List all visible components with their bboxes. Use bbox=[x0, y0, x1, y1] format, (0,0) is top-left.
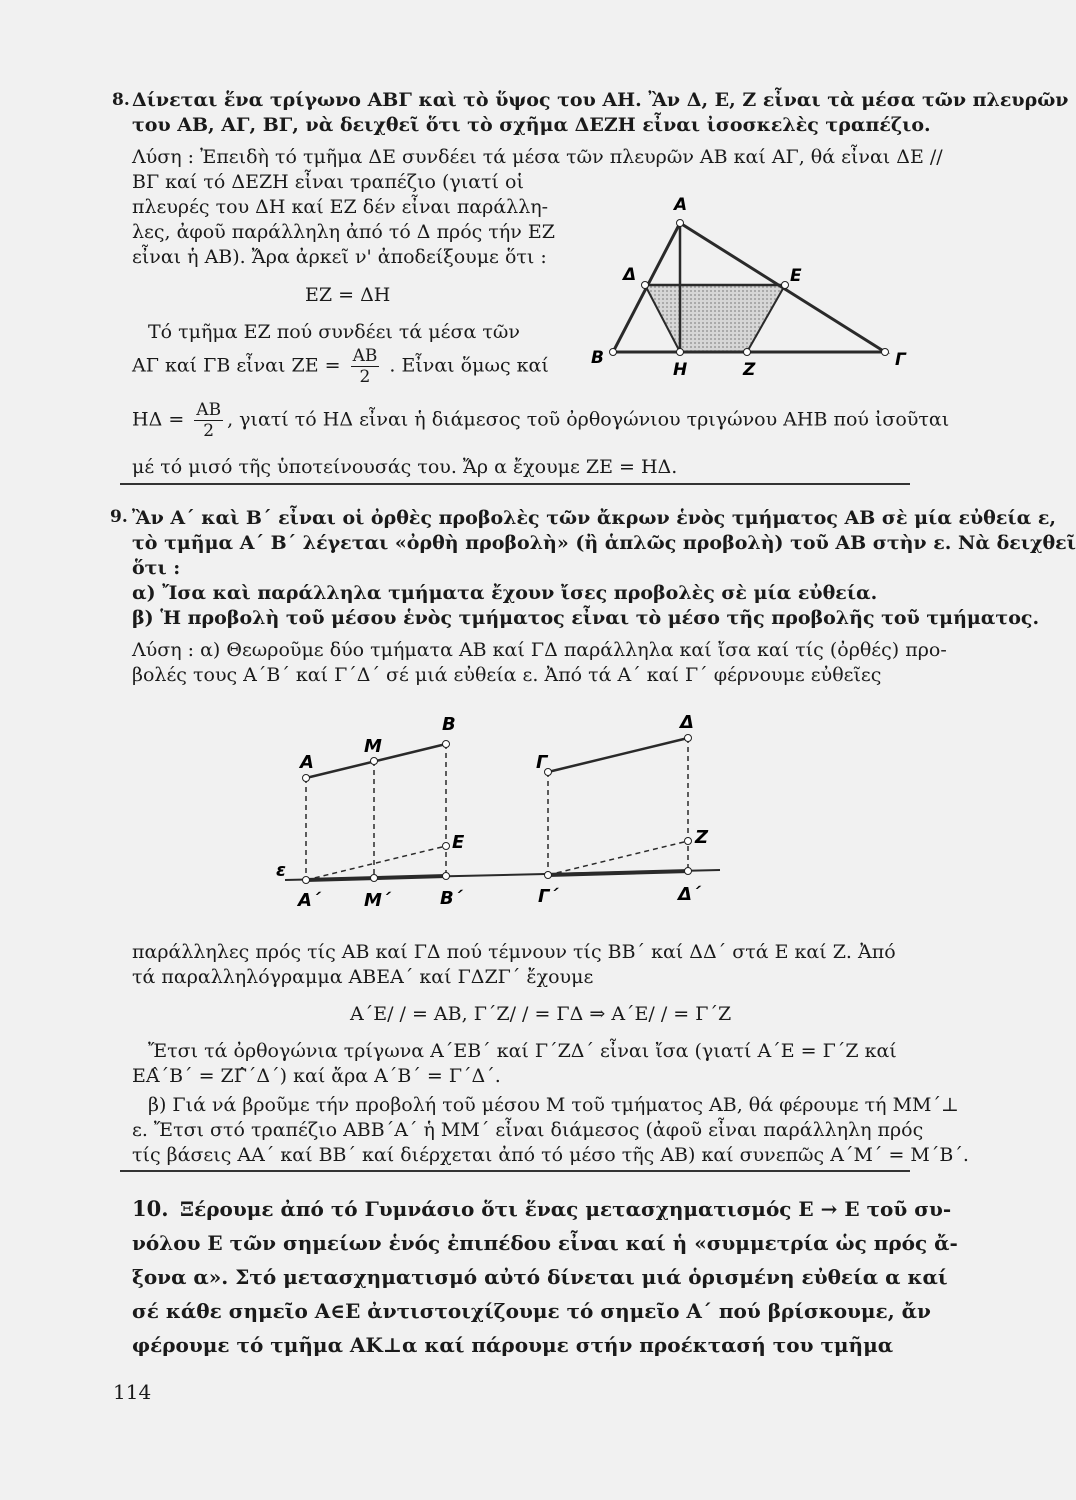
problem-9-statement-line-4: α) Ἴσα καὶ παράλληλα τμήματα ἔχουν ἴσες προβολὲς σὲ μία εὐθεία. bbox=[132, 582, 878, 604]
label-d: Δ bbox=[680, 712, 694, 733]
point-m1 bbox=[371, 875, 378, 882]
point-g bbox=[882, 349, 889, 356]
problem-10-line-1: Ξέρουμε ἀπό τό Γυμνάσιο ὅτι ἕνας μετασχηματισμός Ε → Ε τοῦ συ- bbox=[180, 1197, 952, 1221]
problem-9-solution-line-4: τά παραλληλόγραμμα ΑΒΕΑ΄ καί ΓΔΖΓ΄ ἔχουμε bbox=[132, 966, 594, 988]
point-a bbox=[677, 220, 684, 227]
separator-rule bbox=[120, 1170, 910, 1172]
point-d bbox=[685, 735, 692, 742]
problem-10-line-5: φέρουμε τό τμῆμα ΑΚ⊥α καί πάρουμε στήν προέκτασή του τμῆμα bbox=[132, 1333, 894, 1357]
fraction-ab-over-2 bbox=[351, 346, 380, 387]
problem-8-solution-line-2: ΒΓ καί τό ΔΕΖΗ εἶναι τραπέζιο (γιατί οἱ bbox=[132, 171, 524, 193]
problem-8-statement-line-2: του ΑΒ, ΑΓ, ΒΓ, νὰ δειχθεῖ ὅτι τὸ σχῆμα ΔΕΖΗ εἶναι ἰσοσκελὲς τραπέζιο. bbox=[132, 114, 931, 136]
problem-9-solution-line-7: β) Γιά νά βροῦμε τήν προβολή τοῦ μέσου Μ τοῦ τμήματος ΑΒ, θά φέρουμε τή ΜΜ΄⊥ bbox=[148, 1094, 959, 1116]
problem-9-solution-line-9: τίς βάσεις ΑΑ΄ καί ΒΒ΄ καί διέρχεται ἀπό τό μέσο τῆς ΑΒ) καί συνεπῶς Α΄Μ΄ = Μ΄Β΄. bbox=[132, 1144, 969, 1166]
projection-g1d1 bbox=[548, 871, 690, 875]
point-h bbox=[677, 349, 684, 356]
fraction-denominator: 2 bbox=[359, 367, 371, 387]
label-z: Z bbox=[695, 827, 709, 848]
label-g1: Γ΄ bbox=[538, 886, 558, 907]
fraction-numerator: ΑΒ bbox=[352, 346, 378, 366]
problem-8-solution-line-5: εἶναι ἡ ΑΒ). Ἄρα ἀρκεῖ ν' ἀποδείξουμε ὅτι : bbox=[132, 246, 547, 268]
problem-8-line8-pre: ΗΔ = bbox=[132, 408, 185, 431]
problem-8-solution-line-9: μέ τό μισό τῆς ὑποτείνουσάς του. Ἄρ α ἔχουμε ΖΕ = ΗΔ. bbox=[132, 456, 678, 478]
page-number: 114 bbox=[113, 1380, 152, 1404]
problem-9-solution-line-6: ΕΑ̂΄Β΄ = ΖΓ̂΄Δ΄) καί ἄρα Α΄Β΄ = Γ΄Δ΄. bbox=[132, 1065, 501, 1087]
label-a1: A΄ bbox=[298, 890, 320, 911]
problem-9-number: 9. bbox=[110, 507, 128, 527]
label-a: A bbox=[300, 752, 314, 773]
point-d1 bbox=[685, 868, 692, 875]
problem-10-number: 10. bbox=[132, 1196, 169, 1221]
problem-8-solution-line-4: λες, ἀφοῦ παράλληλη ἀπό τό Δ πρός τήν ΕΖ bbox=[132, 221, 555, 243]
label-g: Γ bbox=[536, 752, 548, 773]
problem-9-solution-line-5: Ἔτσι τά ὀρθογώνια τρίγωνα Α΄ΕΒ΄ καί Γ΄ΖΔ΄ εἶναι ἴσα (γιατί Α΄Ε = Γ΄Ζ καί bbox=[148, 1040, 897, 1062]
problem-8-solution-line-8 bbox=[132, 400, 949, 441]
fraction-denominator: 2 bbox=[203, 421, 215, 441]
point-e bbox=[782, 282, 789, 289]
label-g: Γ bbox=[895, 350, 906, 370]
fraction-ab-over-2-second bbox=[194, 400, 223, 441]
point-d bbox=[642, 282, 649, 289]
problem-9-statement-line-5: β) Ἡ προβολὴ τοῦ μέσου ἑνὸς τμήματος εἶναι τὸ μέσο τῆς προβολῆς τοῦ τμήματος. bbox=[132, 607, 1040, 629]
label-z: Z bbox=[743, 360, 756, 380]
label-a: A bbox=[674, 195, 688, 215]
problem-10-line-3: ξονα α». Στό μετασχηματισμό αὐτό δίνεται μιά ὁρισμένη εὐθεία α καί bbox=[132, 1265, 948, 1289]
label-d1: Δ΄ bbox=[678, 884, 700, 905]
segment-gd bbox=[548, 738, 688, 772]
separator-rule bbox=[120, 483, 910, 485]
problem-8-line7-post: . Εἶναι ὅμως καί bbox=[389, 354, 549, 377]
problem-9-statement-line-1: Ἂν Α΄ καὶ Β΄ εἶναι οἱ ὀρθὲς προβολὲς τῶν ἄκρων ἑνὸς τμήματος ΑΒ σὲ μία εὐθεία ε, bbox=[132, 507, 1056, 529]
problem-8-solution-line-1: Λύση : Ἐπειδὴ τό τμῆμα ΔΕ συνδέει τά μέσα τῶν πλευρῶν ΑΒ καί ΑΓ, θά εἶναι ΔΕ // bbox=[132, 146, 943, 168]
point-z bbox=[744, 349, 751, 356]
problem-10-line-4: σέ κάθε σημεῖο Α∈Ε ἀντιστοιχίζουμε τό σημεῖο Α΄ πού βρίσκουμε, ἄν bbox=[132, 1299, 931, 1323]
problem-10-line-2: νόλου Ε τῶν σημείων ἑνός ἐπιπέδου εἶναι καί ἡ «συμμετρία ὡς πρός ἄ- bbox=[132, 1231, 958, 1255]
label-d: Δ bbox=[623, 265, 637, 285]
problem-9-solution-line-8: ε. Ἔτσι στό τραπέζιο ΑΒΒ΄Α΄ ἡ ΜΜ΄ εἶναι διάμεσος (ἀφοῦ εἶναι παράλληλη πρός bbox=[132, 1119, 924, 1141]
label-m: M bbox=[364, 736, 382, 757]
label-m1: M΄ bbox=[364, 890, 390, 911]
label-b1: B΄ bbox=[440, 888, 462, 909]
fraction-numerator: ΑΒ bbox=[196, 400, 222, 420]
label-epsilon: ε bbox=[276, 860, 287, 881]
point-b bbox=[443, 741, 450, 748]
problem-8-equation: ΕΖ = ΔΗ bbox=[305, 284, 391, 306]
triangle-figure bbox=[585, 185, 905, 385]
label-e: E bbox=[452, 832, 465, 853]
point-e bbox=[443, 843, 450, 850]
problem-9-solution-line-2: βολές τους Α΄Β΄ καί Γ΄Δ΄ σέ μιά εὐθεία ε. Ἀπό τά Α΄ καί Γ΄ φέρνουμε εὐθεῖες bbox=[132, 664, 882, 686]
problem-9-statement-line-3: ὅτι : bbox=[132, 557, 181, 579]
problem-8-solution-line-7 bbox=[132, 346, 549, 387]
problem-8-number: 8. bbox=[112, 90, 130, 110]
projection-figure bbox=[270, 710, 730, 915]
point-m bbox=[371, 758, 378, 765]
point-a1 bbox=[303, 877, 310, 884]
problem-9-equation: Α΄Ε/ / = ΑΒ, Γ΄Ζ/ / = ΓΔ ⇒ Α΄Ε/ / = Γ΄Ζ bbox=[350, 1003, 732, 1025]
label-e: E bbox=[790, 266, 802, 286]
label-b: B bbox=[591, 348, 604, 368]
label-h: H bbox=[673, 360, 688, 380]
point-b1 bbox=[443, 873, 450, 880]
problem-8-statement-line-1: Δίνεται ἕνα τρίγωνο ΑΒΓ καὶ τὸ ὕψος του ΑΗ. Ἂν Δ, Ε, Ζ εἶναι τὰ μέσα τῶν πλευρῶν bbox=[132, 89, 1069, 111]
point-a bbox=[303, 775, 310, 782]
problem-9-statement-line-2: τὸ τμῆμα Α΄ Β΄ λέγεται «ὀρθὴ προβολὴ» (ἢ ἁπλῶς προβολὴ) τοῦ ΑΒ στὴν ε. Νὰ δειχθεῖ bbox=[132, 532, 1076, 554]
problem-9-solution-line-3: παράλληλες πρός τίς ΑΒ καί ΓΔ πού τέμνουν τίς ΒΒ΄ καί ΔΔ΄ στά Ε καί Ζ. Ἀπό bbox=[132, 941, 896, 963]
point-z bbox=[685, 838, 692, 845]
problem-8-solution-line-3: πλευρές του ΔΗ καί ΕΖ δέν εἶναι παράλλη- bbox=[132, 196, 549, 218]
shaded-trapezoid bbox=[645, 285, 785, 352]
problem-8-line8-post: , γιατί τό ΗΔ εἶναι ἡ διάμεσος τοῦ ὀρθογώνιου τριγώνου ΑΗΒ πού ἰσοῦται bbox=[227, 408, 950, 431]
label-b: B bbox=[442, 714, 456, 735]
point-b bbox=[610, 349, 617, 356]
problem-9-solution-line-1: Λύση : α) Θεωροῦμε δύο τμήματα ΑΒ καί ΓΔ παράλληλα καί ἴσα καί τίς (ὀρθές) προ- bbox=[132, 639, 947, 661]
problem-8-solution-line-6: Τό τμῆμα ΕΖ πού συνδέει τά μέσα τῶν bbox=[148, 321, 520, 343]
problem-8-line7-pre: ΑΓ καί ΓΒ εἶναι ΖΕ = bbox=[132, 354, 341, 377]
point-g1 bbox=[545, 872, 552, 879]
